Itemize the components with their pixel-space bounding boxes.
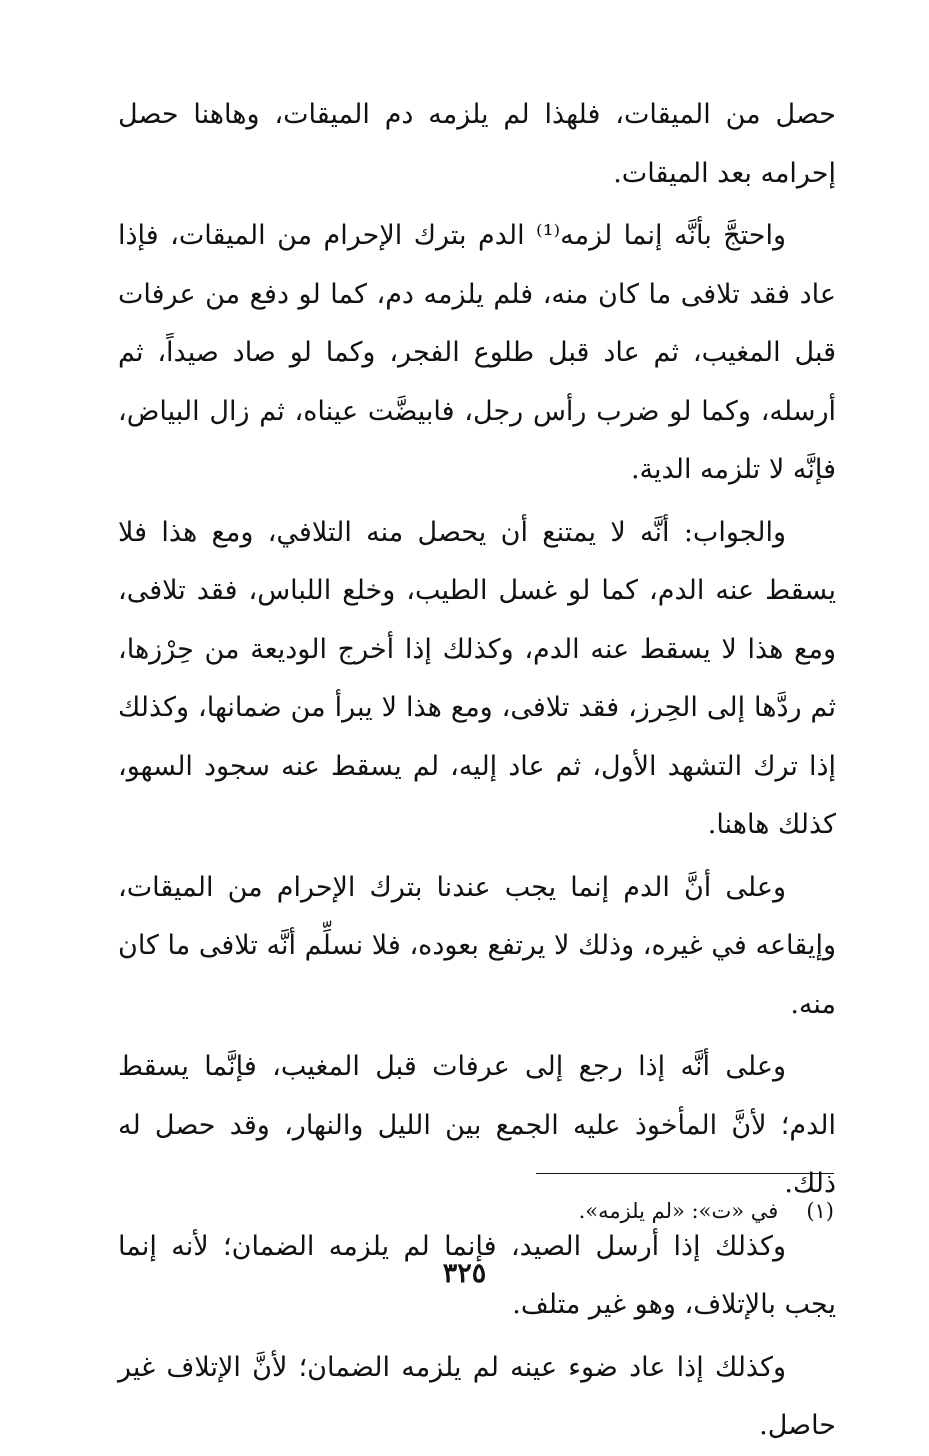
main-text [118, 86, 836, 1456]
page-number: ٣٢٥ [442, 1258, 487, 1289]
paragraph-2: واحتجَّ بأنَّه إنما لزمه⁽¹⁾ الدم بترك الإحرام من الميقات، فإذا عاد فقد تلافى ما كان منه، فلم يلزمه دم، كما لو دفع من عرفات قبل المغيب، ثم عاد قبل طلوع الفجر، وكما لو صاد صيداً، ثم أرسله، وكما لو ضرب رأس رجل، فابيضَّت عيناه، ثم زال البياض، فإنَّه لا تلزمه الدية. [118, 220, 836, 485]
paragraph-5: وعلى أنَّه إذا رجع إلى عرفات قبل المغيب، فإنَّما يسقط الدم؛ لأنَّ المأخوذ عليه الجمع بين الليل والنهار، وقد حصل له ذلك. [118, 1051, 836, 1199]
footnote-number: (١) [806, 1199, 834, 1223]
paragraph-4: وعلى أنَّ الدم إنما يجب عندنا بترك الإحرام من الميقات، وإيقاعه في غيره، وذلك لا يرتفع بعوده، فلا نسلِّم أنَّه تلافى ما كان منه. [118, 871, 836, 1020]
paragraph-6: وكذلك إذا أرسل الصيد، فإنما لم يلزمه الضمان؛ لأنه إنما يجب بالإتلاف، وهو غير متلف. [118, 1230, 836, 1320]
footnote-text: في «ت»: «لم يلزمه». [578, 1199, 779, 1223]
footnote [300, 1196, 834, 1226]
paragraph-3: والجواب: أنَّه لا يمتنع أن يحصل منه التلافي، ومع هذا فلا يسقط عنه الدم، كما لو غسل الطيب، وخلع اللباس، فقد تلافى، ومع هذا لا يسقط عنه الدم، وكذلك إذا أخرج الوديعة من حِرْزها، ثم ردَّها إلى الحِرز، فقد تلافى، ومع هذا لا يبرأ من ضمانها، وكذلك إذا ترك التشهد الأول، ثم عاد إليه، لم يسقط عنه سجود السهو، كذلك هاهنا. [118, 516, 836, 840]
paragraph-1: حصل من الميقات، فلهذا لم يلزمه دم الميقات، وهاهنا حصل إحرامه بعد الميقات. [118, 99, 836, 189]
footnote-divider [536, 1173, 834, 1174]
paragraph-7: وكذلك إذا عاد ضوء عينه لم يلزمه الضمان؛ لأنَّ الإتلاف غير حاصل. [118, 1351, 836, 1441]
